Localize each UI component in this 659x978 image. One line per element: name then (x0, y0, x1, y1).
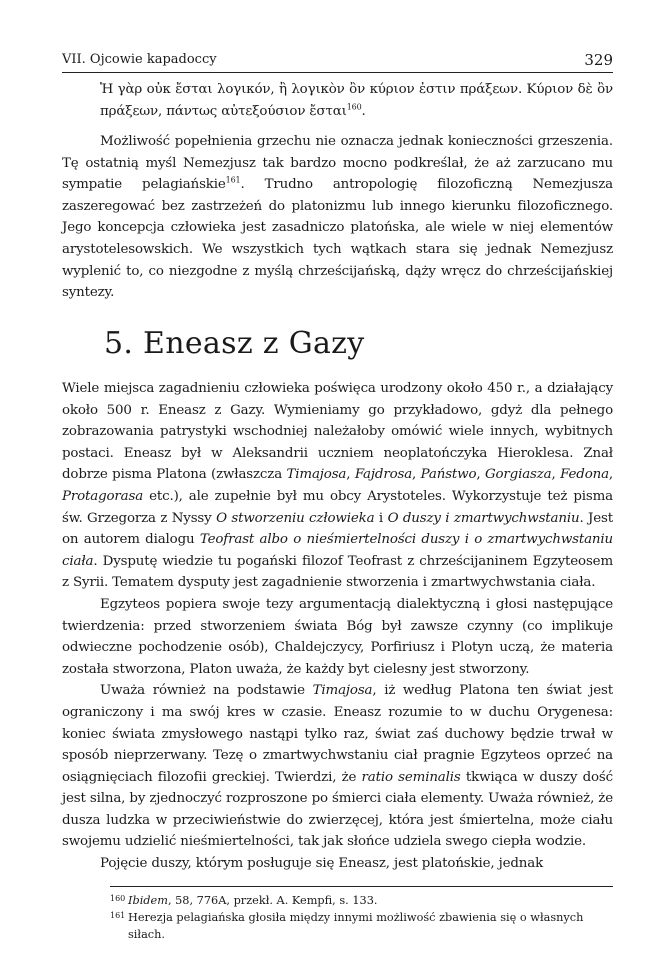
footnote-text: Herezja pelagiańska głosiła między innymi możliwość zbawienia się o własnych siłach. (128, 911, 584, 941)
separator: , (476, 467, 485, 483)
work-title: Fajdrosa (354, 467, 413, 483)
footnote-ref-160[interactable]: 160 (346, 102, 362, 112)
paragraph-text: . Dysputę wiedzie tu pogański filozof Teofrast z chrześcijaninem Egzyteosem z Syrii. Tematem dysputy jest zagadnienie stworzenia i zmartwychwstania ciała. (62, 553, 613, 591)
paragraph-timaeus (62, 680, 613, 853)
separator: , (346, 467, 355, 483)
paragraph-text: , iż według Platona ten świat jest ograniczony i ma swój kres w czasie. Eneasz rozumie to w duchu Orygenesa: koniec świata zmysłowego nastąpi tylko raz, świat zaś duchowy będzie trwał w sposób nieprzerwany. Tezę o zmartwychwstaniu ciał pragnie Egzyteos oprzeć na osiągnięciach filozofii greckiej. Twierdzi, że (62, 683, 613, 785)
work-title: O duszy i zmartwychwstaniu (387, 510, 580, 526)
greek-quote-text: Ἡ γὰρ οὐκ ἔσται λογικόν, ἢ λογικὸν ὂν κύριον ἐστιν πράξεων. Κύριον δὲ ὂν πράξεων, πάντως αὐτεξούσιον ἔσται (100, 82, 613, 119)
work-title: Fedona (560, 467, 609, 483)
footnote-rule (110, 886, 613, 887)
footnote-text: , 58, 776A, przekł. A. Kempfi, s. 133. (167, 894, 378, 907)
paragraph-soul: Pojęcie duszy, którym posługuje się Eneasz, jest platońskie, jednak (100, 856, 544, 872)
work-title: Państwo (420, 467, 477, 483)
footnote-160 (110, 892, 613, 909)
separator: , (608, 467, 614, 483)
paragraph-text: . Trudno antropologię filozoficzną Nemezjusza zaszeregować bez zastrzeżeń do platonizmu lub innego kierunku filozoficznego. Jego koncepcja człowieka jest zasadniczo platońska, ale wiele w niej elementów arystotelesowskich. We wszystkich tych wątkach stara się jednak Nemezjusz wyplenić to, co niezgodne z myślą chrześcijańską, dąży wręcz do chrześcijańskiej syntezy. (62, 177, 613, 301)
latin-term: ratio seminalis (361, 769, 461, 785)
footnote-ref-161[interactable]: 161 (225, 175, 241, 185)
paragraph-nemesius (62, 131, 613, 304)
paragraph-text: Wiele miejsca zagadnieniu człowieka poświęca urodzony około 450 r., a działający około 500 r. Eneasz z Gazy. Wymieniamy go przykładowo, gdyż dla pełnego zobrazowania patrystyki wschodniej należałoby omówić wiele innych, wybitnych postaci. Eneasz był w Aleksandrii uczniem neoplatończyka Hieroklesa. Znał dobrze pisma Platona (zwłaszcza (62, 381, 613, 483)
work-title: O stworzeniu człowieka (216, 510, 375, 526)
work-title: Timajosa (312, 683, 373, 699)
paragraph-text: etc.), ale zupełnie był mu obcy Arystoteles. Wykorzystuje też pisma św. Grzegorza z Nyssy (62, 488, 613, 526)
section-heading: 5. Eneasz z Gazy (104, 326, 365, 361)
footnote-161 (110, 909, 613, 943)
work-title: Teofrast albo o nieśmiertelności duszy i o zmartwychwstaniu ciała (62, 532, 614, 569)
paragraph-text: . Jest on autorem dialogu (62, 510, 613, 548)
paragraph-text: i (374, 510, 388, 526)
separator: , (551, 467, 561, 483)
header-rule (62, 72, 613, 73)
running-header (62, 52, 613, 74)
section-body (62, 378, 613, 875)
paragraph-text: Możliwość popełnienia grzechu nie oznacza jednak konieczności grzeszenia. Tę ostatnią myśl Nemezjusz tak bardzo mocno podkreślał, że aż zarzucano mu sympatie pelagiańskie (62, 134, 613, 193)
work-title: Gorgiasza (484, 467, 552, 483)
greek-quote: Ἡ γὰρ οὐκ ἔσται λογικόν, ἢ λογικὸν ὂν κύριον ἐστιν πράξεων. Κύριον δὲ ὂν πράξεων, πάντως αὐτεξούσιον ἔσται$^{160}$. (100, 82, 613, 119)
work-title: Protagorasa (62, 488, 144, 504)
paragraph-aeneas-intro (62, 378, 613, 594)
paragraph-egzyteos: Egzyteos popiera swoje tezy argumentacją dialektyczną i głosi następujące twierdzenia: przed stworzeniem świata Bóg był zawsze czynny (co implikuje odwieczne pochodzenie osób), Chaldejczycy, Porfiriusz i Plotyn uczą, że materia została stworzona, Platon uważa, że każdy byt cielesny jest stworzony. (62, 596, 613, 677)
footnote-italic: Ibidem (128, 894, 168, 907)
page-number: 329 (584, 51, 613, 69)
work-title: Timajosa (286, 467, 347, 483)
footnote-mark: 160 (110, 894, 126, 903)
footnotes (110, 892, 613, 943)
paragraph-text: Uważa również na podstawie (100, 683, 313, 699)
footnote-mark: 161 (110, 911, 126, 920)
separator: , (412, 467, 421, 483)
chapter-title: VII. Ojcowie kapadoccy (62, 52, 217, 67)
paragraph-text: tkwiąca w duszy dość jest silna, by zjednoczyć rozproszone po śmierci ciała elementy. Uważa również, że dusza ludzka w przeciwieństwie do zwierzęcej, która jest śmiertelna, może ciału swojemu udzielić nieśmiertelności, tak jak słońce udziela swego ciepła wodzie. (62, 769, 613, 850)
